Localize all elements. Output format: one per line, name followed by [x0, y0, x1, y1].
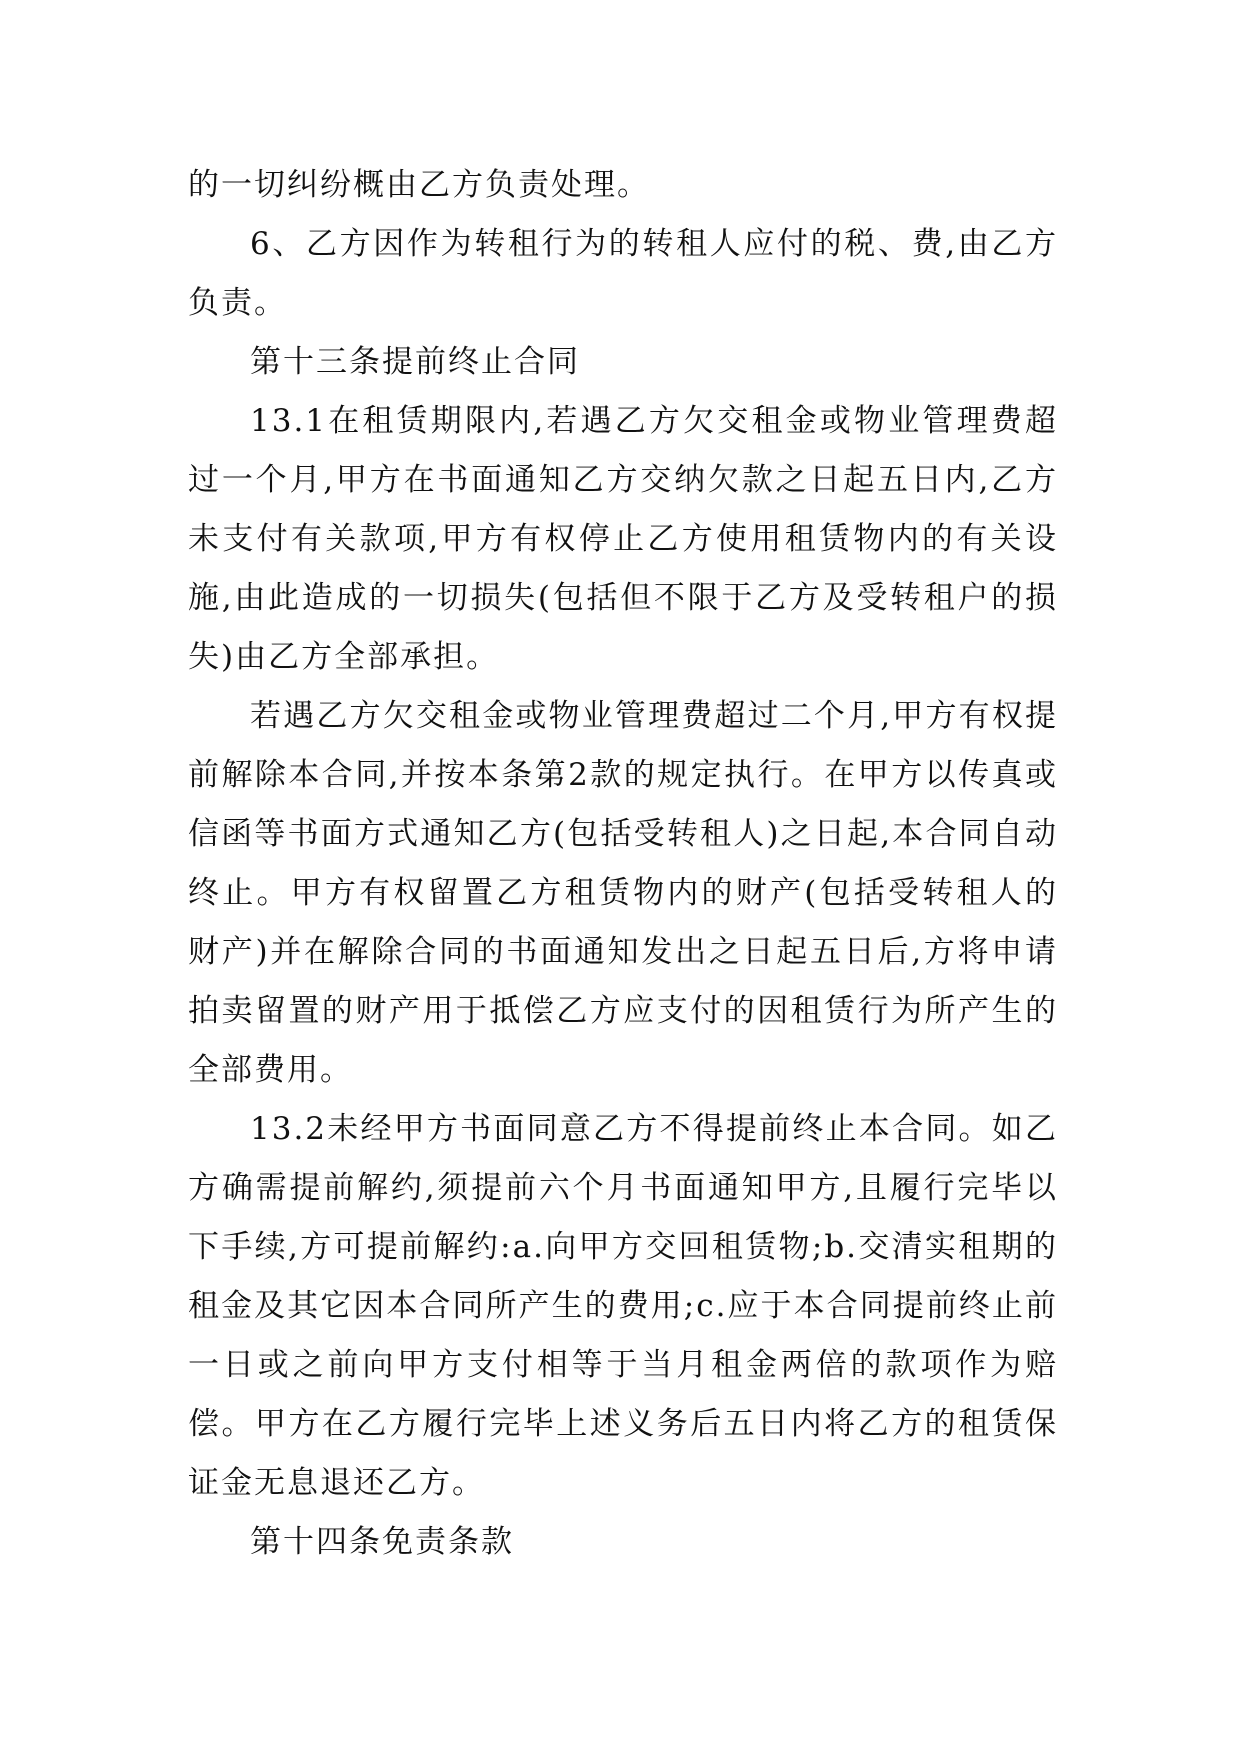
paragraph-13-1: 13.1在租赁期限内,若遇乙方欠交租金或物业管理费超过一个月,甲方在书面通知乙方交纳欠款之日起五日内,乙方未支付有关款项,甲方有权停止乙方使用租赁物内的有关设施,由此造成的一切损失(包括但不限于乙方及受转租户的损失)由乙方全部承担。 — [188, 403, 1058, 675]
article-14-heading: 第十四条免责条款 — [250, 1524, 514, 1560]
paragraph-continued: 的一切纠纷概由乙方负责处理。 — [188, 167, 650, 203]
paragraph-clause-6: 6、乙方因作为转租行为的转租人应付的税、费,由乙方负责。 — [188, 226, 1058, 321]
paragraph-13-1-continued: 若遇乙方欠交租金或物业管理费超过二个月,甲方有权提前解除本合同,并按本条第2款的规定执行。在甲方以传真或信函等书面方式通知乙方(包括受转租人)之日起,本合同自动终止。甲方有权留置乙方租赁物内的财产(包括受转租人的财产)并在解除合同的书面通知发出之日起五日后,方将申请拍卖留置的财产用于抵偿乙方应支付的因租赁行为所产生的全部费用。 — [188, 698, 1058, 1088]
article-13-heading: 第十三条提前终止合同 — [250, 344, 580, 380]
paragraph-13-2: 13.2未经甲方书面同意乙方不得提前终止本合同。如乙方确需提前解约,须提前六个月书面通知甲方,且履行完毕以下手续,方可提前解约:a.向甲方交回租赁物;b.交清实租期的租金及其它因本合同所产生的费用;c.应于本合同提前终止前一日或之前向甲方支付相等于当月租金两倍的款项作为赔偿。甲方在乙方履行完毕上述义务后五日内将乙方的租赁保证金无息退还乙方。 — [188, 1111, 1058, 1501]
document-body — [188, 156, 1058, 1572]
